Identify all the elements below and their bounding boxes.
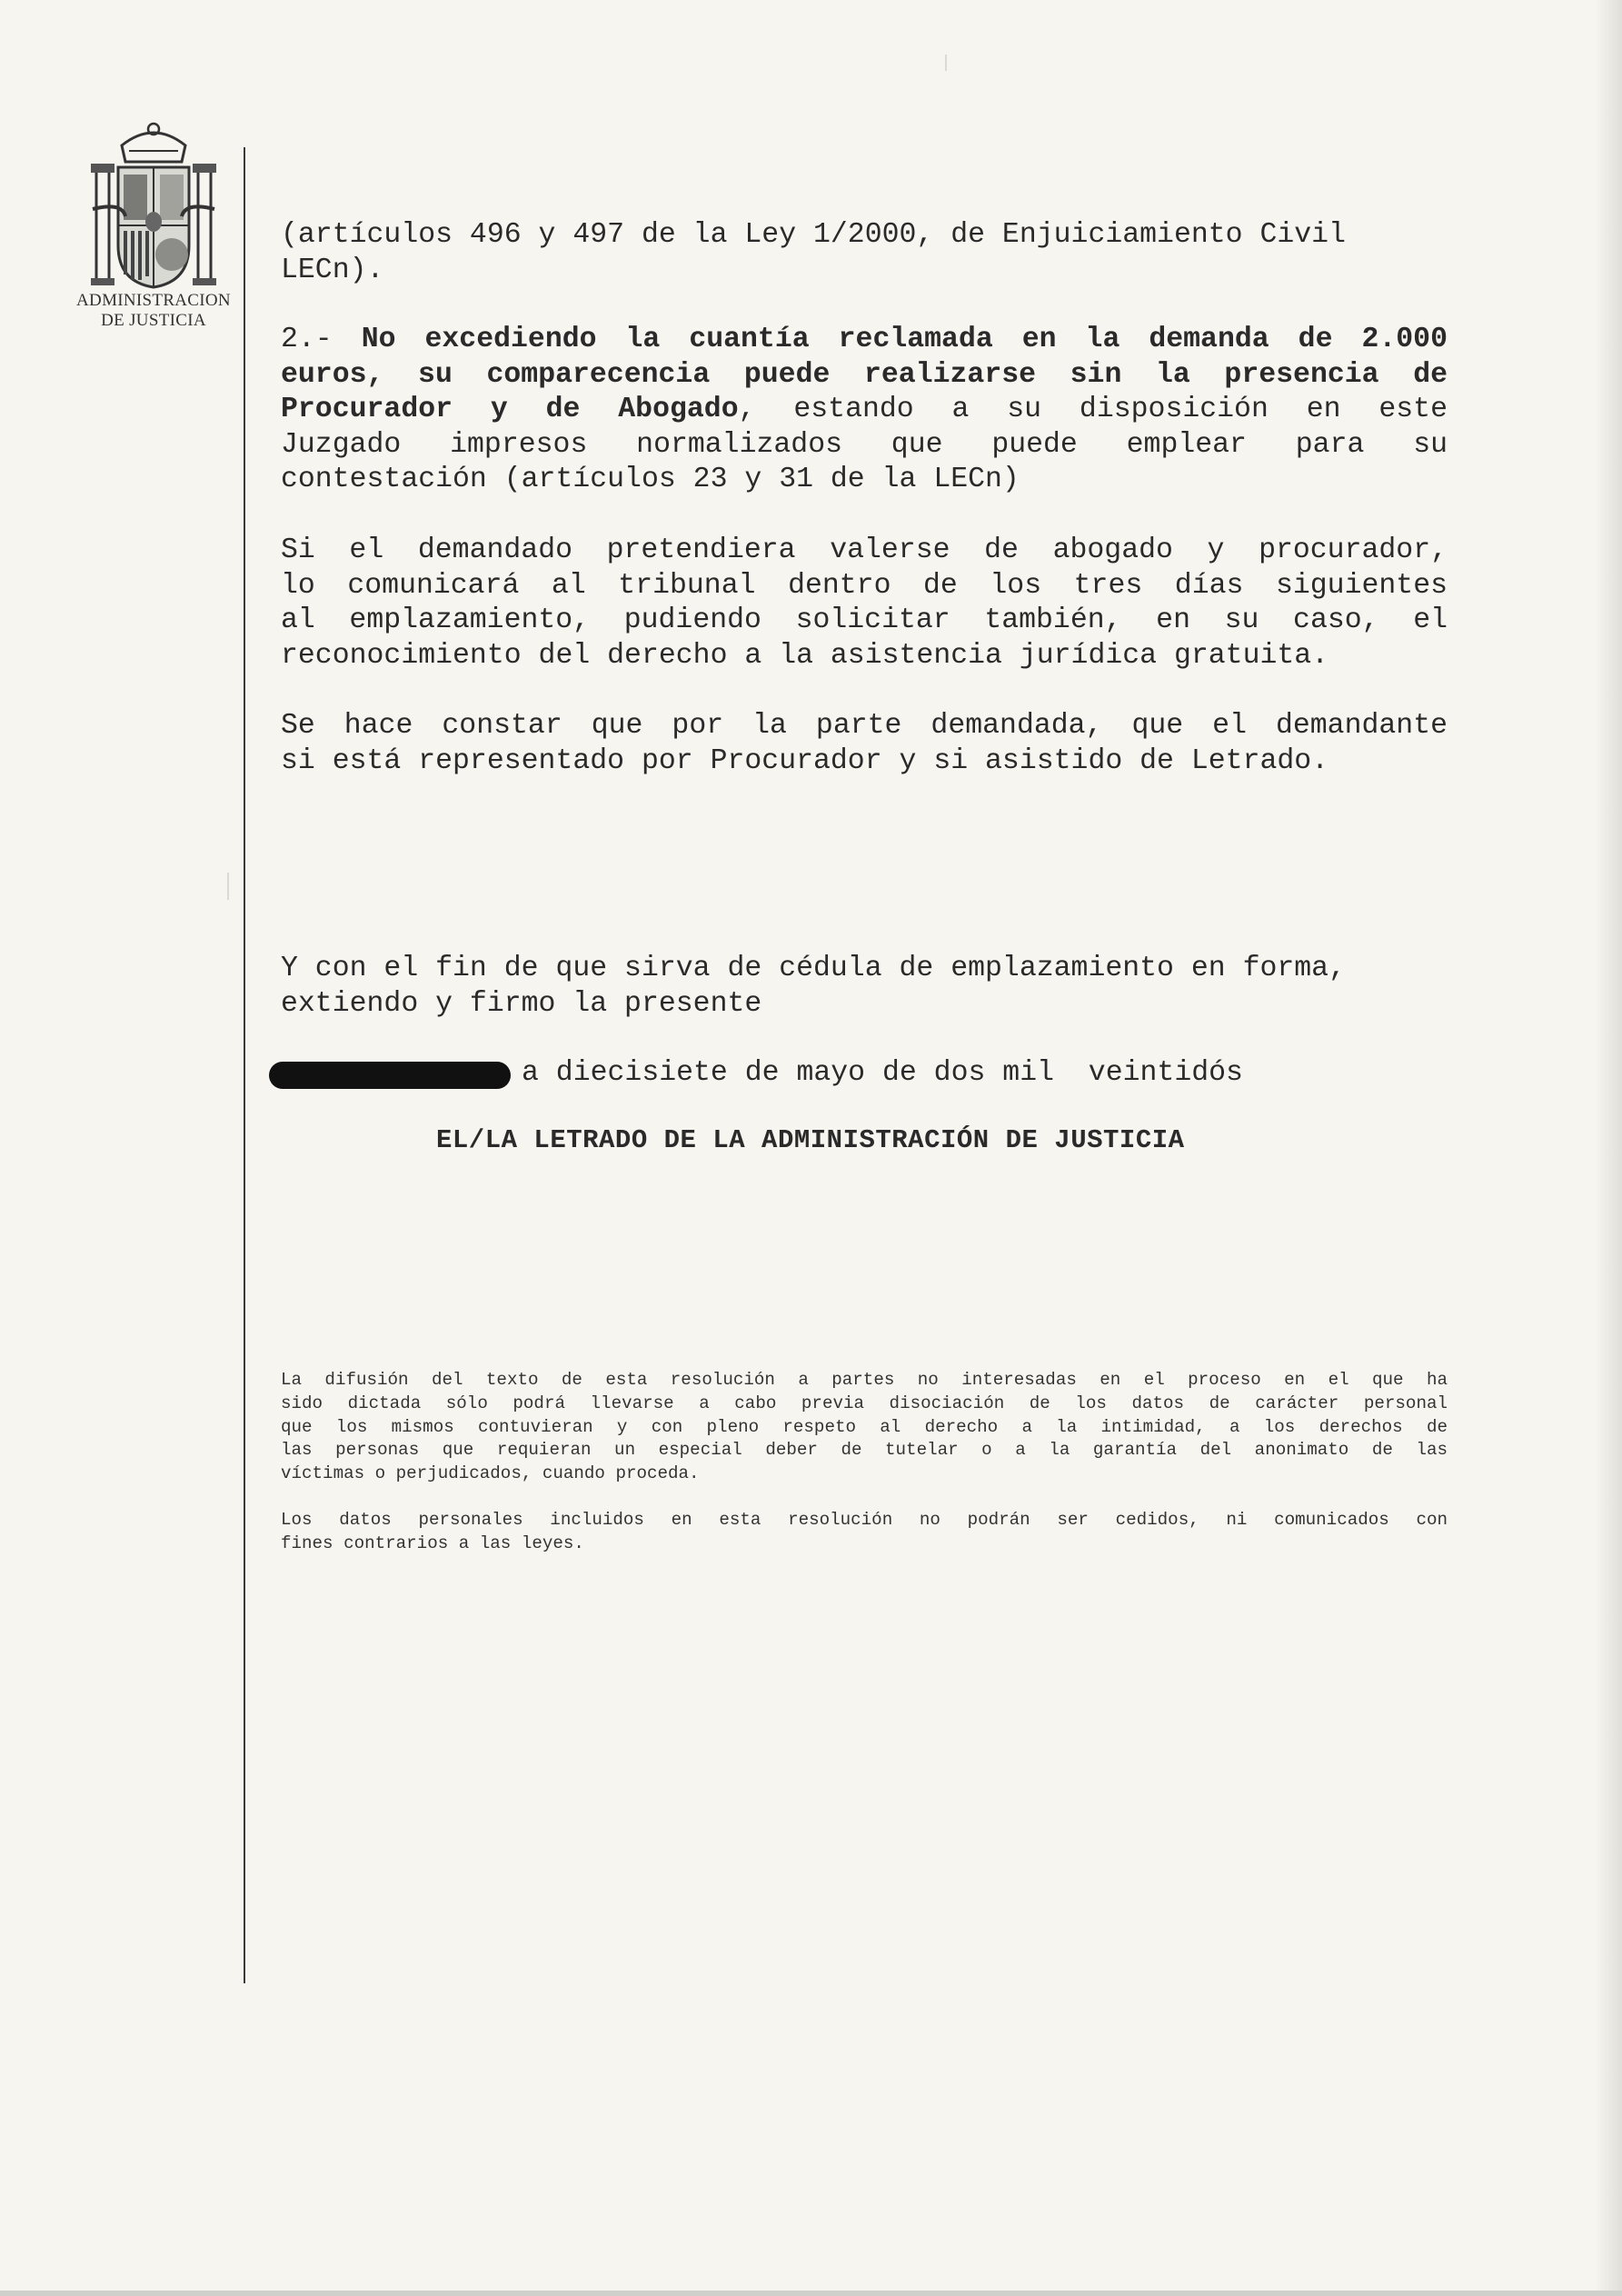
coat-of-arms-of-spain-icon [85,118,222,291]
notice-line: las personas que requieran un especial deber de tutelar o a la garantía del anonimato de las [281,1440,1448,1461]
notice-line: víctimas o perjudicados, cuando proceda. [281,1463,700,1484]
margin-rule [244,147,245,1983]
org-name-line1: ADMINISTRACION [76,291,231,310]
paper-crease [945,55,947,71]
text-line: reconocimiento del derecho a la asistencia jurídica gratuita. [281,639,1329,672]
text-line: Si el demandado pretendiera valerse de abogado y procurador, [281,534,1448,566]
text-fragment: , estando a su disposición en este [738,394,1448,425]
paragraph-no-procurador [281,323,1448,498]
notice-line: que los mismos contuvieran y con pleno respeto al derecho a la intimidad, a los derechos de [281,1416,1448,1437]
text-line: Juzgado impresos normalizados que puede emplear para su [281,428,1448,461]
bold-text: Procurador y de Abogado [281,394,739,425]
text-line: al emplazamiento, pudiendo solicitar también, en su caso, el [281,604,1448,636]
text-line: extiendo y firmo la presente [281,987,762,1020]
redacted-place [269,1062,511,1089]
paper-crease [227,873,229,900]
notice-line: sido dictada sólo podrá llevarse a cabo previa disociación de los datos de carácter personal [281,1393,1448,1413]
org-name-line2: DE JUSTICIA [101,311,206,330]
data-protection-notice [281,1509,1448,1556]
bold-text-line: euros, su comparecencia puede realizarse sin la presencia de [281,358,1448,391]
notice-line: La difusión del texto de esta resolución a partes no interesadas en el proceso en el que ha [281,1370,1448,1390]
text-line: LECn). [281,254,384,286]
paragraph-citation [281,218,1448,288]
text-line: Se hace constar que por la parte demandada, que el demandante [281,710,1448,742]
item-number: 2.- [281,324,362,355]
privacy-notice [281,1369,1448,1486]
document-date: a diecisiete de mayo de dos mil veintidós [522,1057,1243,1089]
text-line: lo comunicará al tribunal dentro de los tres días siguientes [281,569,1448,602]
paragraph-abogado [281,534,1448,674]
paragraph-cedula [281,952,1448,1022]
notice-line: fines contrarios a las leyes. [281,1532,584,1553]
text-line: (artículos 496 y 497 de la Ley 1/2000, de Enjuiciamiento Civil [281,219,1346,251]
text-line [281,323,1448,358]
paper-edge-shadow [1595,0,1622,2296]
bold-text: No excediendo la cuantía reclamada en la demanda de 2.000 [361,324,1448,355]
signer-title: EL/LA LETRADO DE LA ADMINISTRACIÓN DE JUSTICIA [436,1125,1185,1155]
text-line: contestación (artículos 23 y 31 de la LECn) [281,464,1020,495]
paragraph-representation [281,709,1448,779]
court-logo [67,118,240,331]
text-line: Y con el fin de que sirva de cédula de emplazamiento en forma, [281,953,1346,984]
text-line [281,393,1448,428]
paper-bottom-edge [0,2291,1622,2296]
notice-line: Los datos personales incluidos en esta resolución no podrán ser cedidos, ni comunicados con [281,1510,1448,1530]
text-line: si está representado por Procurador y si asistido de Letrado. [281,744,1329,777]
